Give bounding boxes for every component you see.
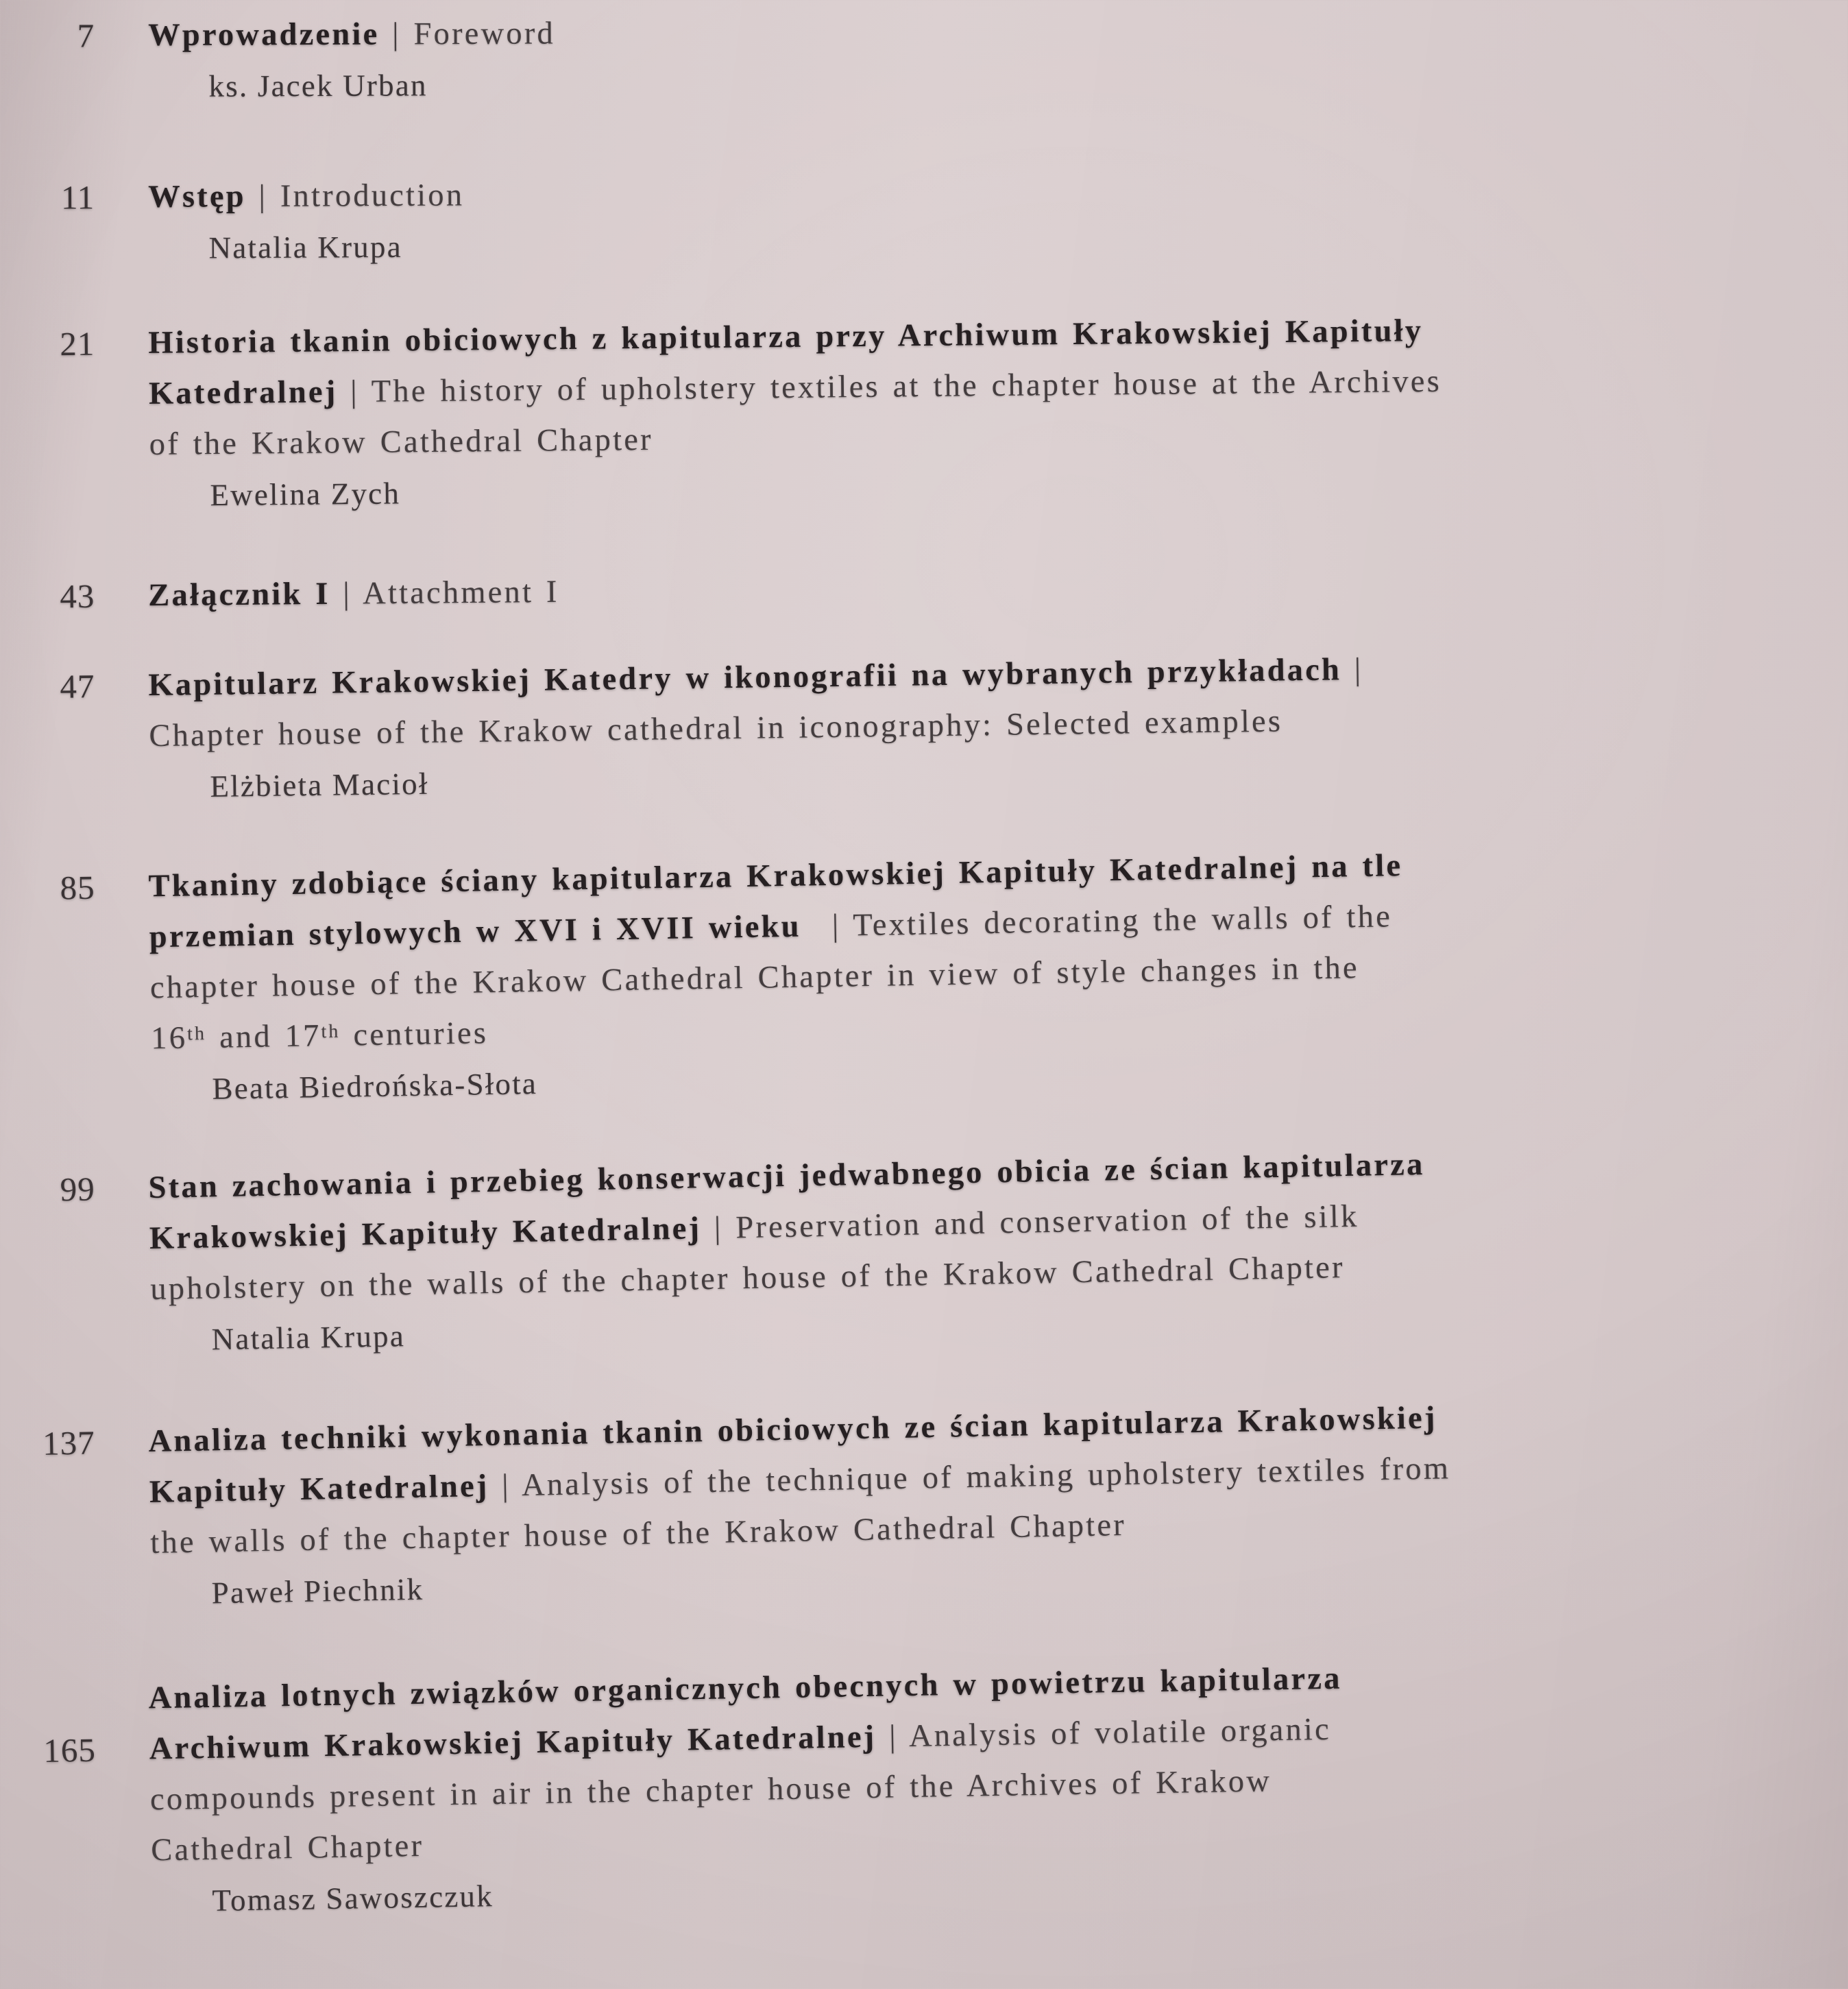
- title-english-segment: | Attachment I: [343, 574, 559, 612]
- ordinal-superscript: th: [186, 1023, 207, 1045]
- title-english-segment: upholstery on the walls of the chapter house of the Krakow Cathedral Chapter: [149, 1250, 1346, 1307]
- title-polish-segment: Krakowskiej Kapituły Katedralnej: [149, 1210, 715, 1257]
- century-text: and 17: [206, 1018, 321, 1056]
- title-english-segment: of the Krakow Cathedral Chapter: [149, 422, 653, 462]
- page-number: 11: [60, 178, 95, 217]
- century-text: 16: [150, 1020, 188, 1057]
- title-polish-segment: przemian stylowych w XVI i XVII wieku: [149, 908, 814, 955]
- title-english-segment: | Analysis of the technique of making upholstery textiles from: [501, 1451, 1451, 1504]
- title-polish-segment: Tkaniny zdobiące ściany kapitularza Krakowskiej Kapituły Katedralnej na tle: [148, 848, 1403, 904]
- page-number: 137: [42, 1423, 96, 1462]
- title-polish-segment: Wprowadzenie: [148, 16, 393, 53]
- title-polish-segment: Załącznik I: [148, 576, 343, 614]
- title-polish-segment: Archiwum Krakowskiej Kapituły Katedralnej: [149, 1719, 890, 1767]
- entry-author: ks. Jacek Urban: [208, 68, 428, 104]
- title-line: [148, 170, 464, 222]
- title-english-segment: Chapter house of the Krakow cathedral in iconography: Selected examples: [149, 703, 1283, 754]
- title-line: [148, 567, 559, 621]
- toc-entry-introduction: [0, 163, 1848, 274]
- toc-entry-volatile-organic-compounds: [0, 1645, 1848, 1929]
- entry-author: Beata Biedrońska-Słota: [212, 1066, 538, 1106]
- entry-content: [148, 170, 465, 273]
- entry-content: [148, 306, 1443, 521]
- toc-entry-attachment-1: [0, 555, 1848, 623]
- title-polish-segment: Kapituły Katedralnej: [149, 1468, 502, 1510]
- entry-author: Paweł Piechnik: [211, 1571, 424, 1611]
- title-english-segment: | Foreword: [392, 16, 556, 52]
- entry-content: [148, 644, 1365, 812]
- toc-entry-history-of-upholstery-textiles: [0, 302, 1848, 522]
- entry-content: [148, 841, 1407, 1115]
- entry-author: Ewelina Zych: [210, 476, 401, 513]
- entry-author: Natalia Krupa: [211, 1318, 406, 1357]
- title-polish-segment: Wstęp: [148, 179, 259, 215]
- entry-author: Natalia Krupa: [208, 229, 402, 265]
- title-english-segment: | Introduction: [258, 178, 465, 215]
- page-number: 43: [60, 577, 95, 616]
- page-number: 85: [60, 868, 96, 907]
- title-english-segment: | The history of upholstery textiles at the chapter house at the Archives: [350, 363, 1442, 410]
- page-number: 7: [77, 16, 95, 55]
- ordinal-superscript: th: [321, 1021, 341, 1043]
- title-english-segment: Cathedral Chapter: [150, 1828, 424, 1868]
- page-number: 99: [60, 1170, 96, 1209]
- toc-entry-foreword: [0, 3, 1848, 112]
- toc-entry-analysis-of-technique: [0, 1386, 1848, 1622]
- century-text: centuries: [340, 1015, 489, 1053]
- page-number: 47: [60, 667, 95, 706]
- title-polish-segment: Katedralnej: [148, 374, 351, 411]
- toc-entry-preservation-conservation-silk: [0, 1132, 1848, 1369]
- title-english-segment: | Textiles decorating the walls of the: [814, 899, 1393, 944]
- entry-content: [148, 1393, 1453, 1619]
- title-english-segment: compounds present in air in the chapter house of the Archives of Krakow: [149, 1763, 1272, 1818]
- page-number: 165: [42, 1731, 97, 1770]
- title-english-segment: |: [1354, 651, 1363, 688]
- title-polish-segment: Analiza techniki wykonania tkanin obiciowych ze ścian kapitularza Krakowskiej: [148, 1400, 1438, 1460]
- page-number: 21: [60, 324, 95, 363]
- title-line: [148, 8, 555, 61]
- entry-content: [148, 8, 555, 112]
- entry-author: Elżbieta Macioł: [210, 766, 429, 804]
- title-polish-segment: Historia tkanin obiciowych z kapitularza przy Archiwum Krakowskiej Kapituły: [148, 313, 1424, 361]
- title-english-segment: the walls of the chapter house of the Krakow Cathedral Chapter: [149, 1507, 1127, 1561]
- entry-author: Tomasz Sawoszczuk: [212, 1879, 494, 1918]
- toc-entry-textiles-decorating-walls: [0, 833, 1848, 1118]
- toc-entry-chapter-house-iconography: [0, 638, 1848, 815]
- title-english-segment: | Preservation and conservation of the silk: [714, 1198, 1359, 1246]
- title-polish-segment: Kapitularz Krakowskiej Katedry w ikonografii na wybranych przykładach: [148, 652, 1355, 703]
- entry-content: [148, 567, 559, 621]
- title-polish-segment: Stan zachowania i przebieg konserwacji jedwabnego obicia ze ścian kapitularza: [148, 1146, 1425, 1206]
- entry-content: [148, 1654, 1346, 1927]
- title-english-segment: chapter house of the Krakow Cathedral Chapter in view of style changes in the: [149, 950, 1360, 1006]
- title-polish-segment: Analiza lotnych związków organicznych obecnych w powietrzu kapitularza: [148, 1661, 1342, 1716]
- title-english-segment: | Analysis of volatile organic: [888, 1711, 1332, 1755]
- entry-content: [148, 1140, 1428, 1366]
